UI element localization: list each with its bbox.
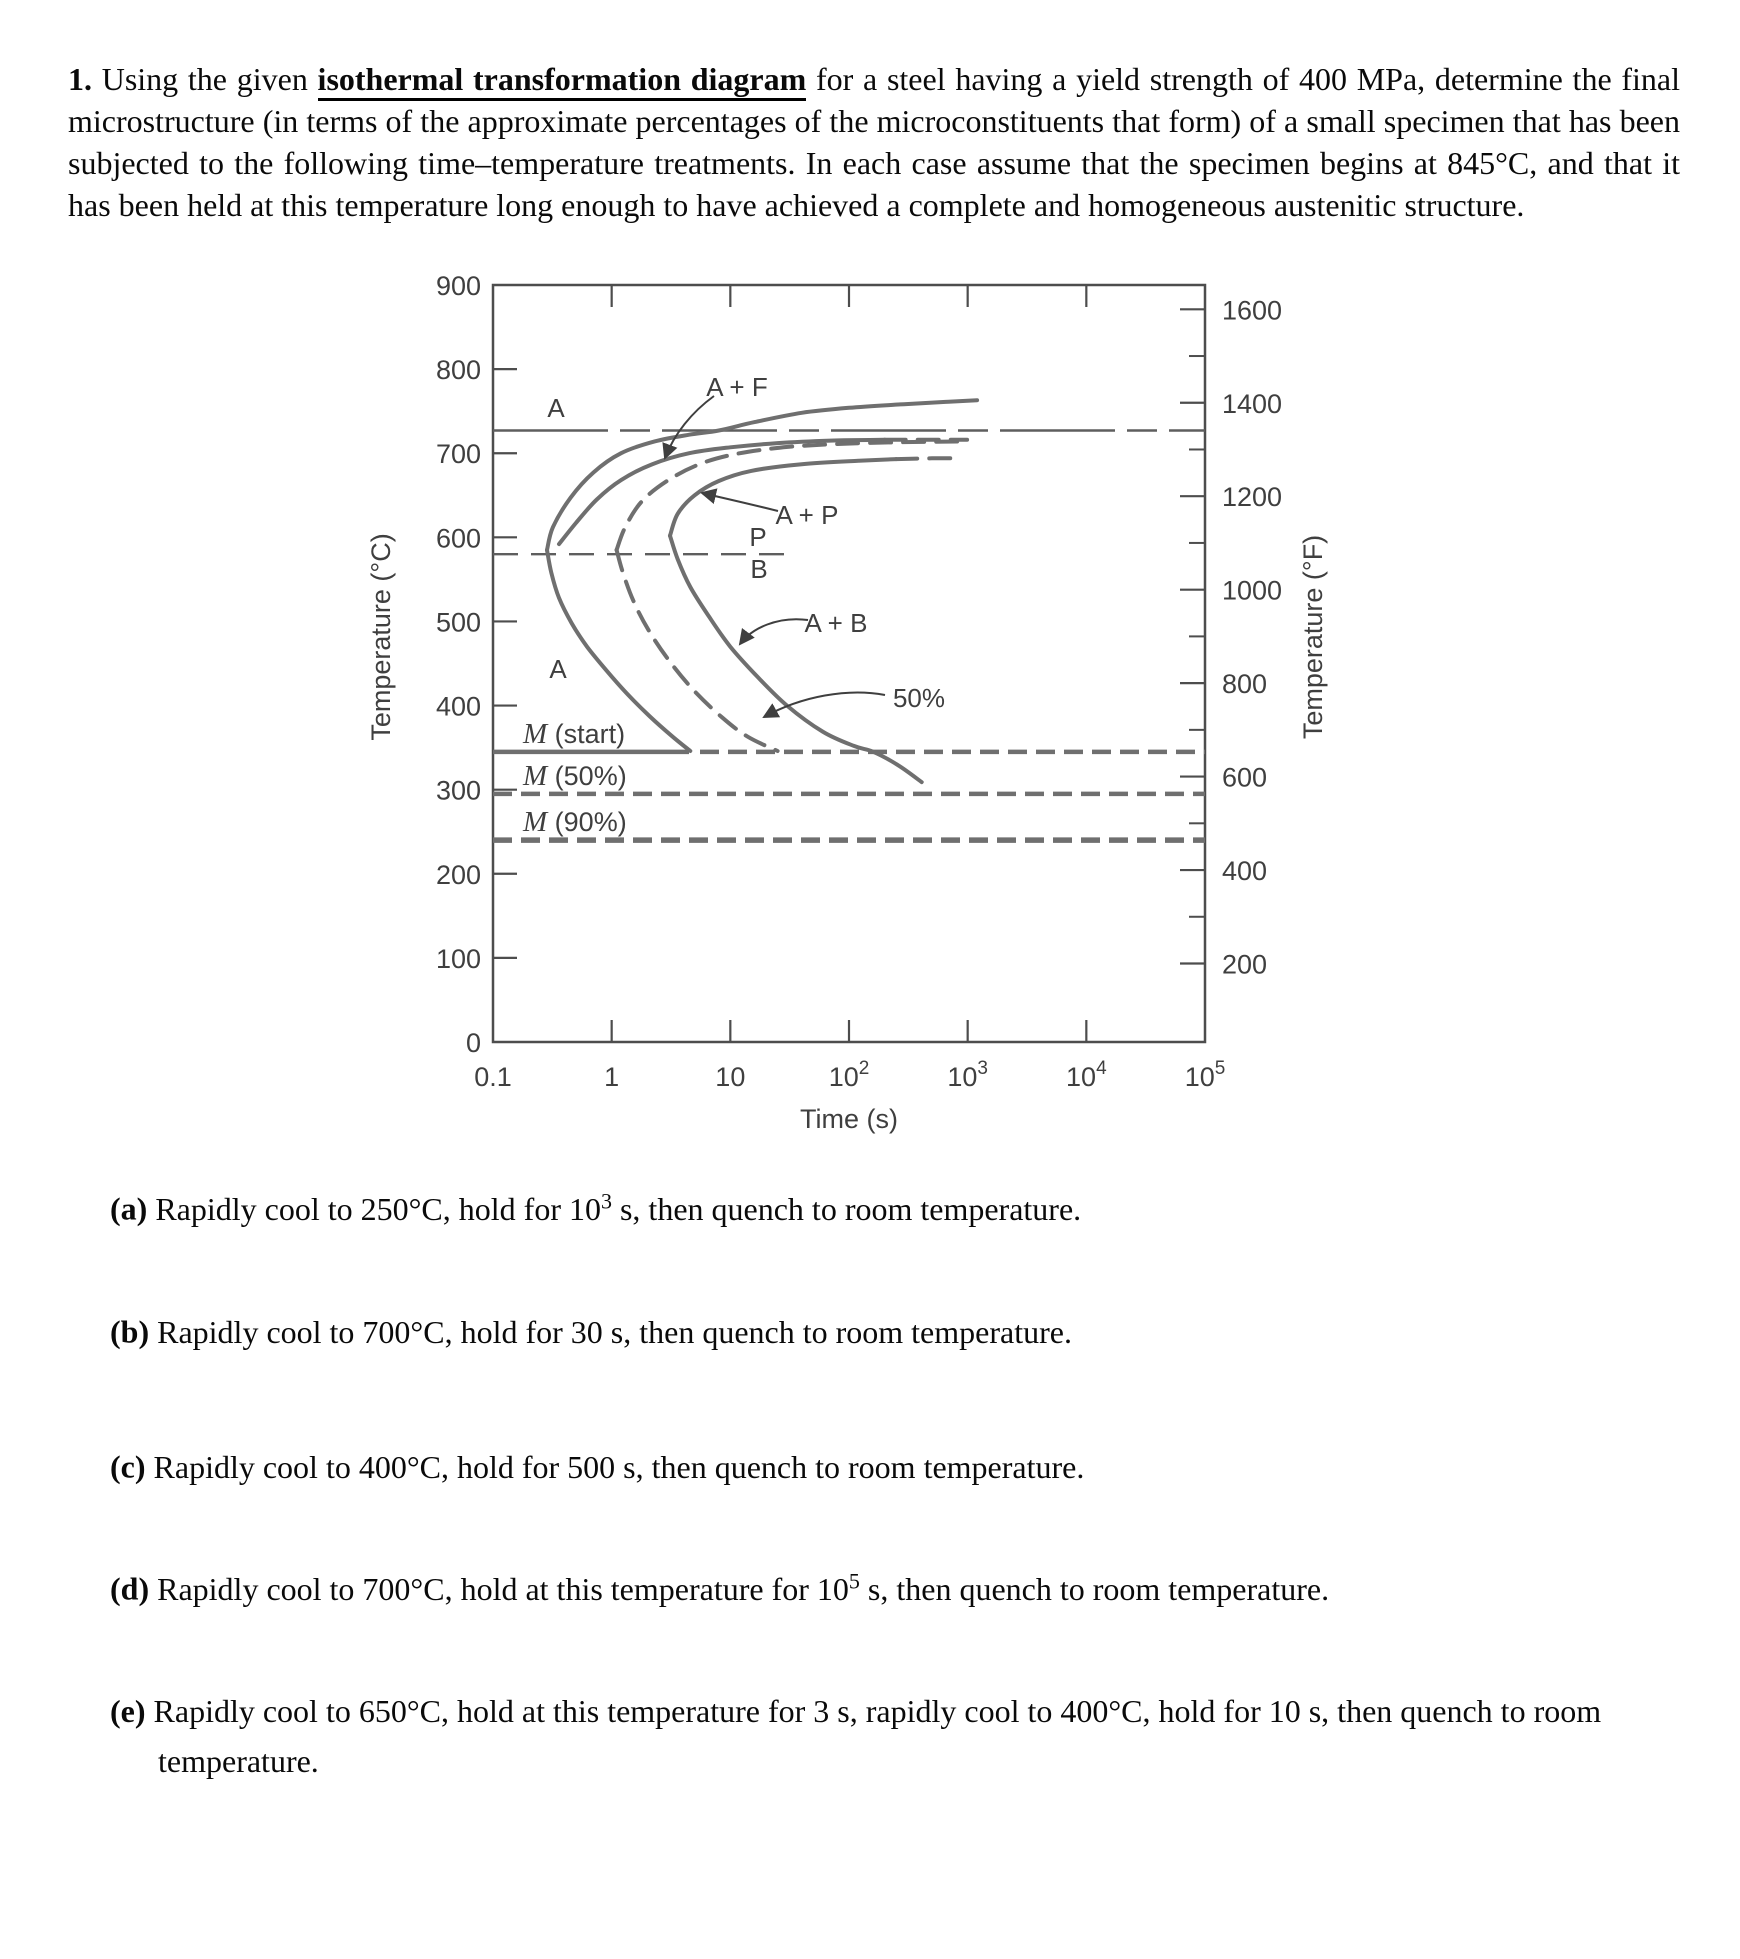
m-line-label: M (start): [523, 717, 626, 750]
ap-arrow: [702, 493, 778, 511]
part-text: Rapidly cool to 700°C, hold for 30 s, then quench to room temperature.: [157, 1313, 1072, 1350]
c-tick-label: 700: [435, 439, 481, 470]
f-tick-label: 800: [1222, 669, 1268, 700]
curve-pearlite-finish-tail: [896, 458, 960, 459]
x-axis-title: Time (s): [800, 1104, 898, 1134]
region-label-p: P: [749, 522, 767, 552]
region-label-fifty: 50%: [892, 683, 946, 713]
f-tick-label: 1600: [1222, 295, 1283, 326]
c-tick-label: 200: [435, 859, 481, 890]
y-axis-title-right: Temperature (°F): [1298, 534, 1328, 740]
part-label: (d): [110, 1570, 150, 1607]
x-tick-label: $10^2$: [828, 1058, 870, 1092]
ab-arrow: [740, 619, 808, 644]
intro-lead: Using the given: [92, 61, 318, 97]
problem-number: 1.: [68, 61, 92, 97]
intro-rest: for a steel having a yield strength of 400 MPa, determine the final microstructure (in terms of the approximate percentages of the microconstituents that form) of a small specimen that has been subjected to the following time–temperature treatments. In each case assume that the specimen begins at 845°C, and that it has been held at this temperature long enough to have achieved a complete and homogeneous austenitic structure.: [68, 61, 1681, 223]
problem-part-c: [110, 1438, 1668, 1488]
region-label-b: B: [750, 554, 768, 584]
problem-part-e: [110, 1690, 1628, 1782]
part-text: Rapidly cool to 650°C, hold at this temperature for 3 s, rapidly cool to 400°C, hold for 10 s, then quench to room temperature.: [153, 1693, 1602, 1779]
x-tick-label: $10^4$: [1066, 1058, 1107, 1092]
fifty-arrow: [764, 693, 885, 717]
f-tick-label: 1400: [1222, 388, 1283, 419]
problem-part-d: [110, 1560, 1668, 1610]
m-line-label: M (90%): [523, 806, 627, 839]
f-tick-label: 1200: [1222, 482, 1283, 513]
c-tick-label: 300: [435, 775, 481, 806]
part-text: Rapidly cool to 250°C, hold for $10^3$ s, then quench to room temperature.: [155, 1188, 1082, 1227]
problem-part-a: [110, 1180, 1668, 1230]
y-axis-title-left: Temperature (°C): [366, 533, 396, 741]
c-tick-label: 500: [435, 607, 481, 638]
f-tick-label: 600: [1222, 762, 1268, 793]
m-line-label: M (50%): [523, 759, 627, 792]
x-tick-label: $10^5$: [1184, 1058, 1226, 1092]
region-label-a-upper: A: [547, 393, 565, 423]
part-label: (e): [110, 1693, 146, 1729]
f-tick-label: 400: [1222, 856, 1268, 887]
part-label: (b): [110, 1313, 150, 1350]
part-label: (c): [110, 1448, 146, 1485]
part-text: Rapidly cool to 700°C, hold at this temperature for $10^5$ s, then quench to room temperature.: [157, 1568, 1330, 1607]
x-tick-label: 1: [604, 1062, 620, 1092]
c-tick-label: 400: [435, 691, 481, 722]
c-tick-label: 900: [435, 271, 481, 301]
region-label-ab: A + B: [804, 608, 868, 638]
region-label-ap: A + P: [775, 500, 839, 530]
intro-keyword: isothermal transformation diagram: [318, 61, 807, 101]
part-text: Rapidly cool to 400°C, hold for 500 s, then quench to room temperature.: [153, 1448, 1085, 1485]
x-tick-label: 0.1: [474, 1062, 512, 1092]
c-tick-label: 800: [435, 355, 481, 386]
curve-bainite-finish-lower: [670, 536, 922, 782]
part-label: (a): [110, 1190, 148, 1227]
region-label-a-lower: A: [549, 654, 567, 684]
region-label-af: A + F: [706, 372, 768, 402]
c-tick-label: 600: [435, 523, 481, 554]
c-tick-label: 100: [435, 943, 481, 974]
x-tick-label: $10^3$: [947, 1058, 988, 1092]
x-tick-label: 10: [715, 1062, 746, 1092]
f-tick-label: 1000: [1222, 575, 1283, 606]
f-tick-label: 200: [1222, 949, 1268, 980]
c-tick-label: 0: [465, 1028, 481, 1058]
problem-part-b: [110, 1303, 1668, 1353]
